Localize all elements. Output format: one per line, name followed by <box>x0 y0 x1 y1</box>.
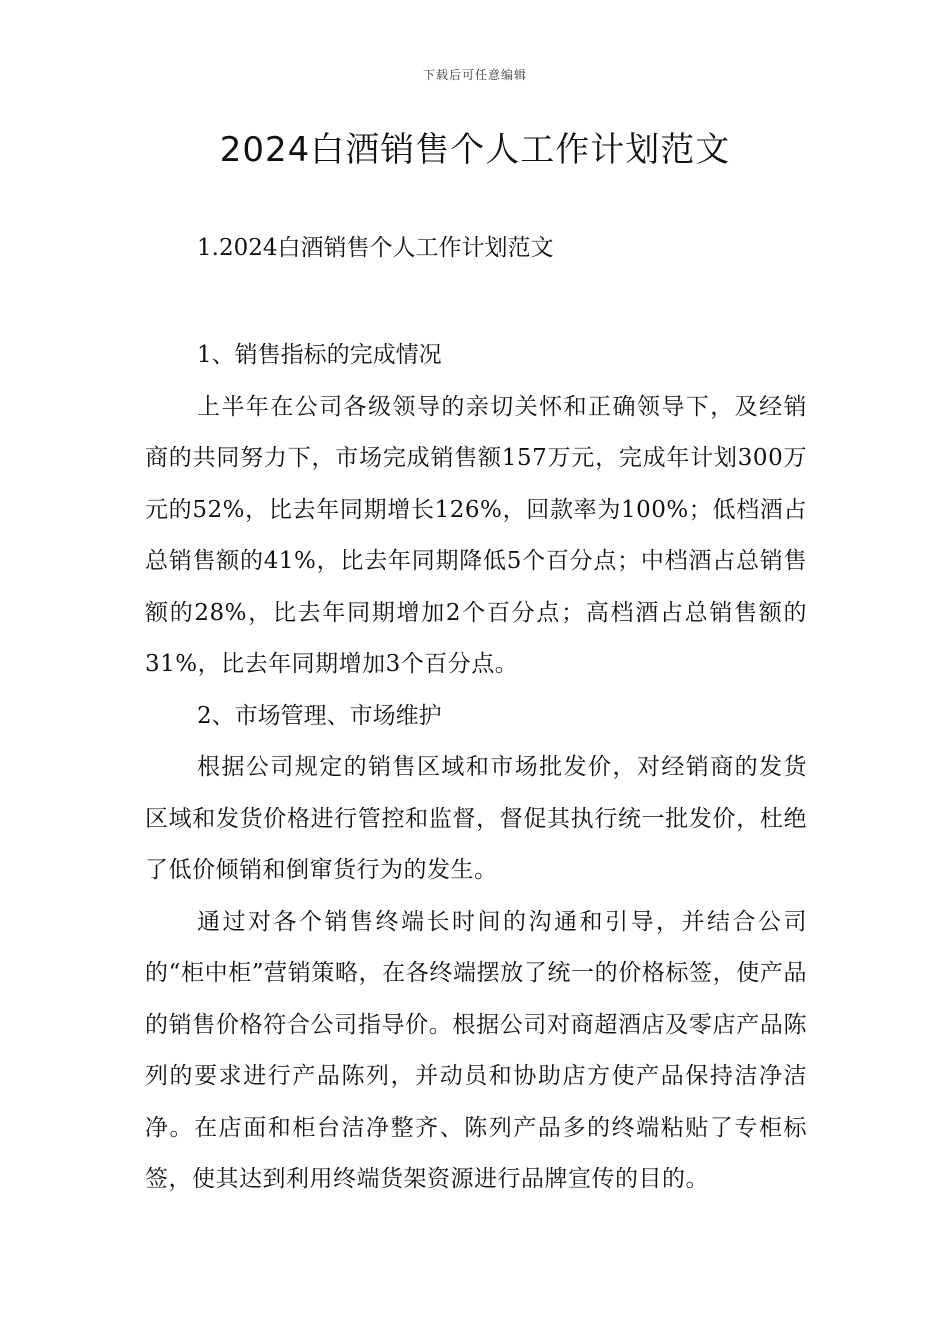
header-note: 下载后可任意编辑 <box>422 68 527 82</box>
section-heading-2: 2、市场管理、市场维护 <box>197 702 442 729</box>
paragraph-market-control: 根据公司规定的销售区域和市场批发价，对经销商的发货区域和发货价格进行管控和监督，督促其执行统一批发价，杜绝了低价倾销和倒窜货行为的发生。 <box>145 754 807 883</box>
document-subtitle: 1.2024白酒销售个人工作计划范文 <box>197 235 554 261</box>
document-title: 2024白酒销售个人工作计划范文 <box>219 130 731 170</box>
paragraph-terminal-display: 通过对各个销售终端长时间的沟通和引导，并结合公司的“柜中柜”营销策略，在各终端摆放了统一的价格标签，使产品的销售价格符合公司指导价。根据公司对商超酒店及零店产品陈列的要求进行产品陈列，并动员和协助店方使产品保持洁净洁净。在店面和柜台洁净整齐、陈列产品多的终端粘贴了专柜标签，使其达到利用终端货架资源进行品牌宣传的目的。 <box>145 908 807 1192</box>
section-heading-1: 1、销售指标的完成情况 <box>197 342 442 368</box>
document-body <box>145 330 807 1206</box>
paragraph-sales-targets: 上半年在公司各级领导的亲切关怀和正确领导下，及经销商的共同努力下，市场完成销售额157万元，完成年计划300万元的52%，比去年同期增长126%，回款率为100%；低档酒占总销售额的41%，比去年同期降低5个百分点；中档酒占总销售额的28%，比去年同期增加2个百分点；高档酒占总销售额的31%，比去年同期增加3个百分点。 <box>145 393 807 677</box>
